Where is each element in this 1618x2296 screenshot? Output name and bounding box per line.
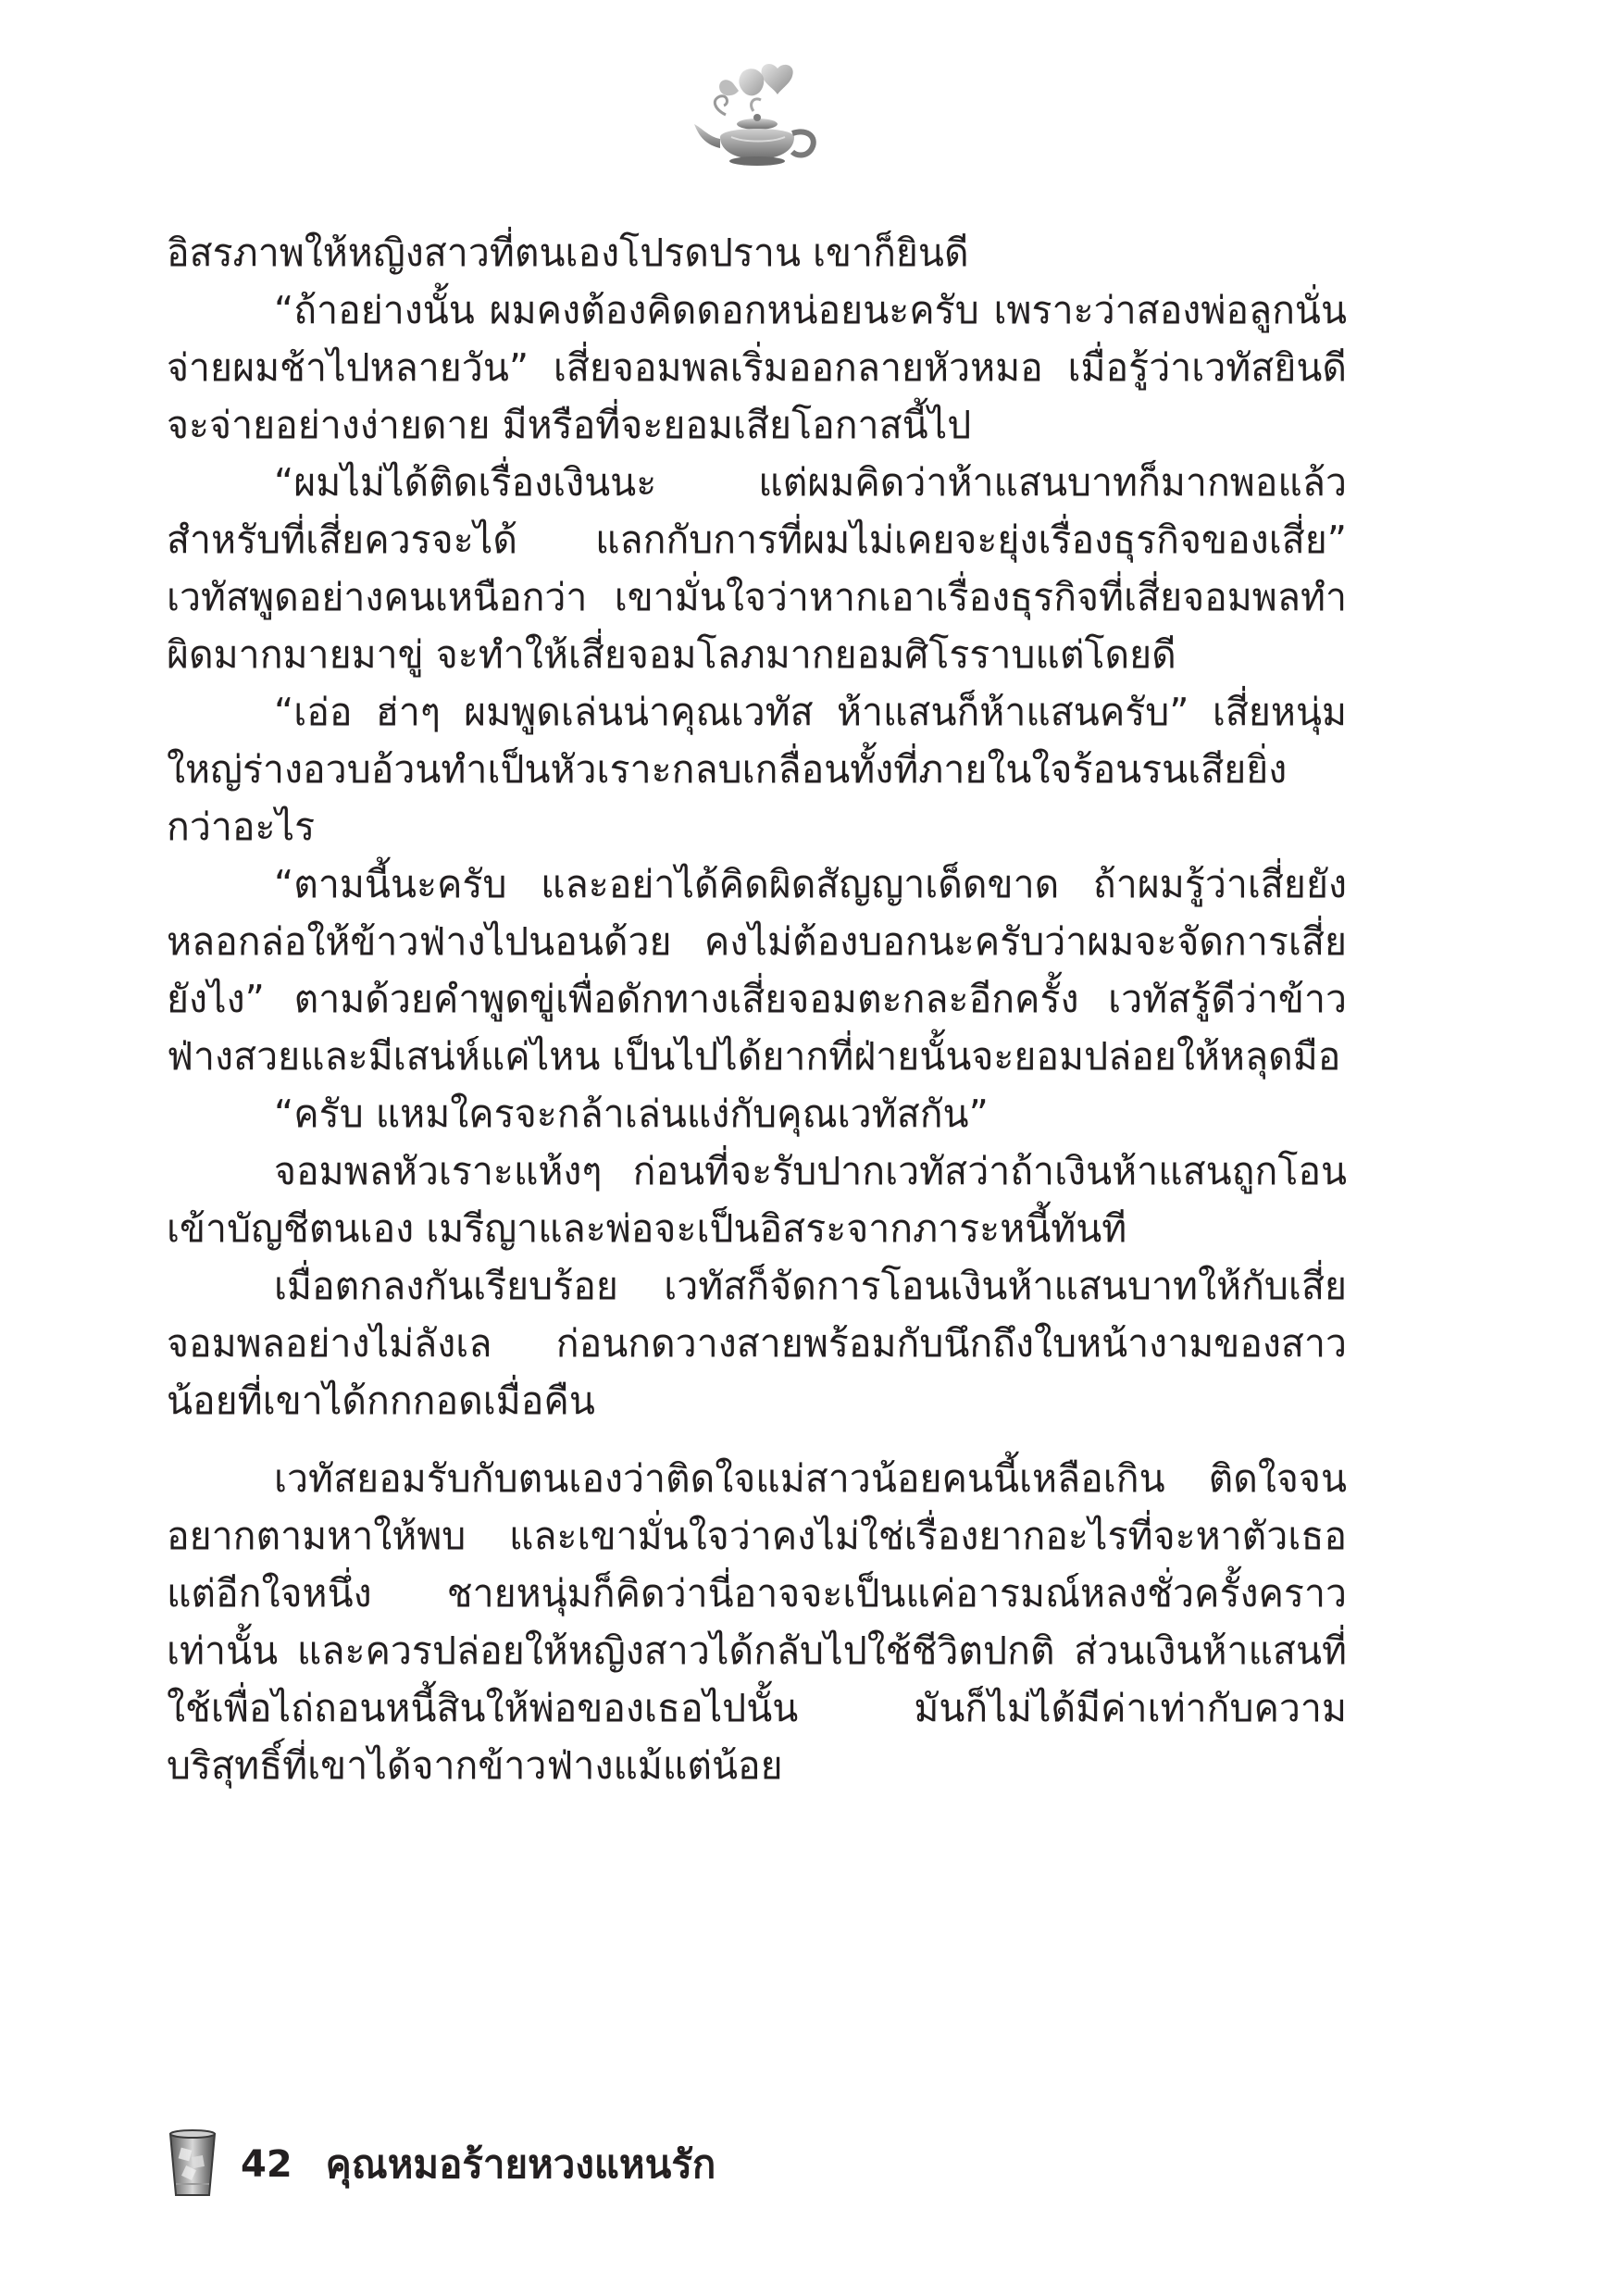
paragraph: “เอ่อ ฮ่าๆ ผมพูดเล่นน่าคุณเวทัส ห้าแสนก็ห้าแสนครับ” เสี่ยหนุ่มใหญ่ร่างอวบอ้วนทำเป็นหัวเราะกลบเกลื่อนทั้งที่ภายในใจร้อนรนเสียยิ่งกว่าอะไร: [167, 690, 1347, 849]
page-footer: [165, 2126, 716, 2203]
paragraph: จอมพลหัวเราะแห้งๆ ก่อนที่จะรับปากเวทัสว่าถ้าเงินห้าแสนถูกโอนเข้าบัญชีตนเอง เมรีญาและพ่อจะเป็นอิสระจากภาระหนี้ทันที: [167, 1149, 1347, 1251]
teapot-cupid-ornament-icon: [689, 59, 828, 170]
paragraph: “ถ้าอย่างนั้น ผมคงต้องคิดดอกหน่อยนะครับ เพราะว่าสองพ่อลูกนั่นจ่ายผมช้าไปหลายวัน” เสี่ยจอมพลเริ่มออกลายหัวหมอ เมื่อรู้ว่าเวทัสยินดีจะจ่ายอย่างง่ายดาย มีหรือที่จะยอมเสียโอกาสนี้ไป: [167, 288, 1347, 447]
page-number: 42: [241, 2143, 292, 2186]
paragraph: เวทัสยอมรับกับตนเองว่าติดใจแม่สาวน้อยคนนี้เหลือเกิน ติดใจจนอยากตามหาให้พบ และเขามั่นใจว่าคงไม่ใช่เรื่องยากอะไรที่จะหาตัวเธอแต่อีกใจหนึ่ง ชายหนุ่มก็คิดว่านี่อาจจะเป็นแค่อารมณ์หลงชั่วครั้งคราวเท่านั้น และควรปล่อยให้หญิงสาวได้กลับไปใช้ชีวิตปกติ ส่วนเงินห้าแสนที่ใช้เพื่อไถ่ถอนหนี้สินให้พ่อของเธอไปนั้น มันก็ไม่ได้มีค่าเท่ากับความบริสุทธิ์ที่เขาได้จากข้าวฟ่างแม้แต่น้อย: [167, 1456, 1347, 1788]
paragraph: “ครับ แหมใครจะกล้าเล่นแง่กับคุณเวทัสกัน”: [274, 1092, 989, 1136]
book-title: คุณหมอร้ายหวงแหนรัก: [325, 2141, 716, 2187]
glass-icon: [165, 2128, 220, 2201]
body-text: [167, 224, 1347, 1794]
paragraph: “ผมไม่ได้ติดเรื่องเงินนะ แต่ผมคิดว่าห้าแสนบาทก็มากพอแล้วสำหรับที่เสี่ยควรจะได้ แลกกับการที่ผมไม่เคยจะยุ่งเรื่องธุรกิจของเสี่ย” เวทัสพูดอย่างคนเหนือกว่า เขามั่นใจว่าหากเอาเรื่องธุรกิจที่เสี่ยจอมพลทำผิดมากมายมาขู่ จะทำให้เสี่ยจอมโลภมากยอมศิโรราบแต่โดยดี: [167, 460, 1347, 677]
paragraph: “ตามนี้นะครับ และอย่าได้คิดผิดสัญญาเด็ดขาด ถ้าผมรู้ว่าเสี่ยยังหลอกล่อให้ข้าวฟ่างไปนอนด้วย คงไม่ต้องบอกนะครับว่าผมจะจัดการเสี่ยยังไง” ตามด้วยคำพูดขู่เพื่อดักทางเสี่ยจอมตะกละอีกครั้ง เวทัสรู้ดีว่าข้าวฟ่างสวยและมีเสน่ห์แค่ไหน เป็นไปได้ยากที่ฝ่ายนั้นจะยอมปล่อยให้หลุดมือ: [167, 862, 1347, 1079]
paragraph: เมื่อตกลงกันเรียบร้อย เวทัสก็จัดการโอนเงินห้าแสนบาทให้กับเสี่ยจอมพลอย่างไม่ลังเล ก่อนกดวางสายพร้อมกับนึกถึงใบหน้างามของสาวน้อยที่เขาได้กกกอดเมื่อคืน: [167, 1264, 1347, 1423]
paragraph: อิสรภาพให้หญิงสาวที่ตนเองโปรดปราน เขาก็ยินดี: [167, 231, 969, 275]
